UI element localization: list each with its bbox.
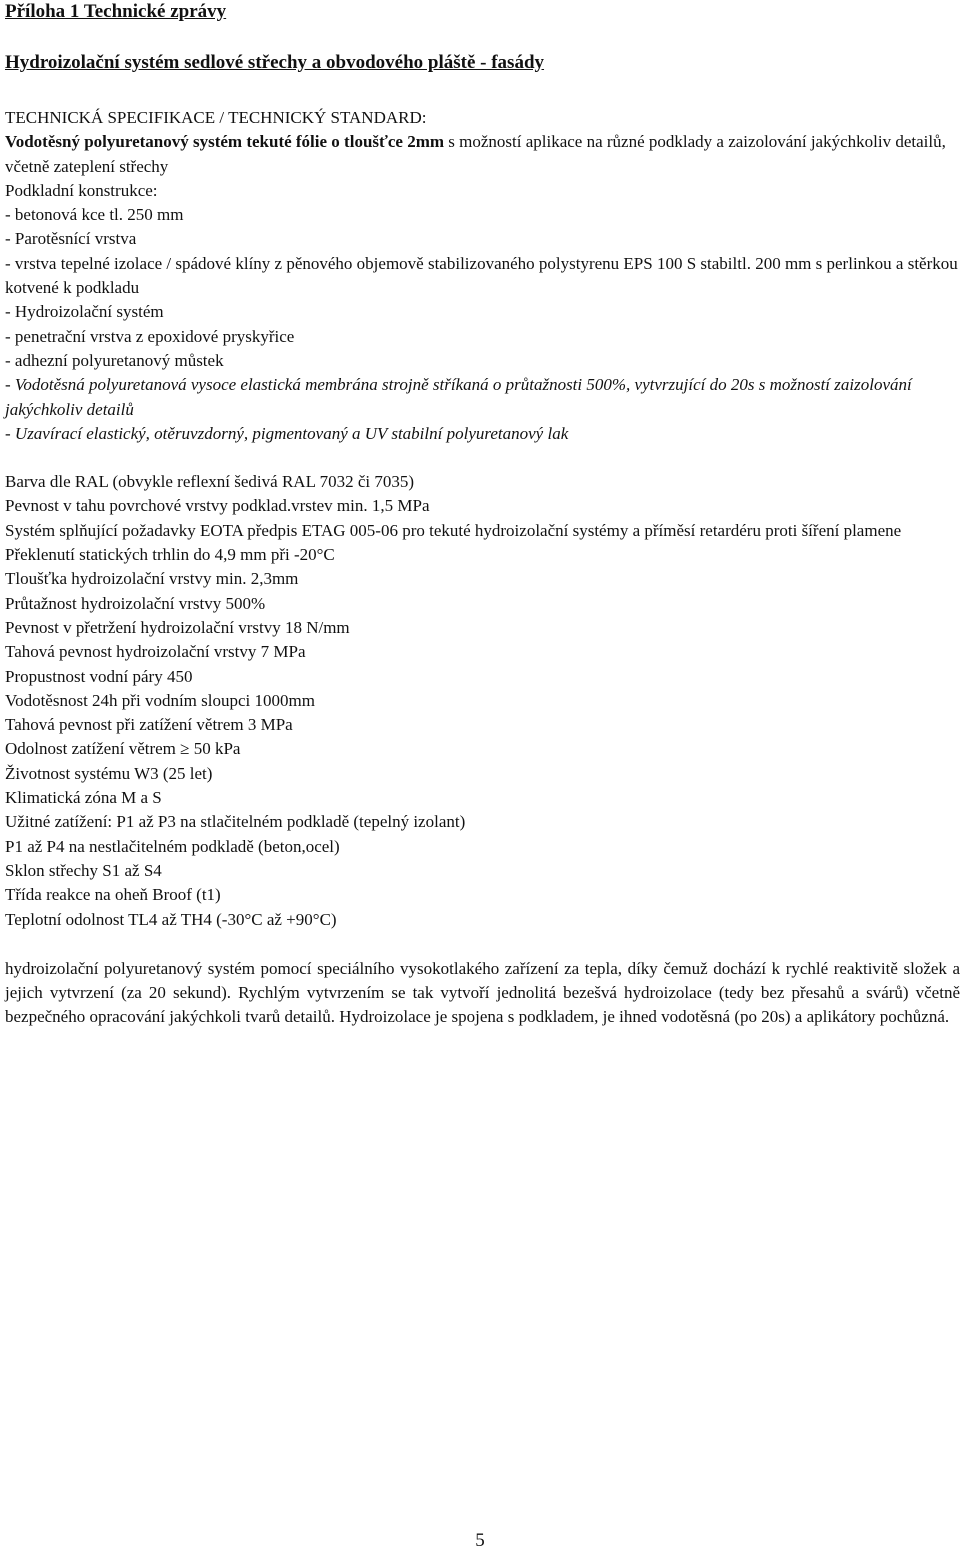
document-subtitle: Hydroizolační systém sedlové střechy a obvodového pláště - fasády <box>5 52 545 73</box>
property-item: Průtažnost hydroizolační vrstvy 500% <box>5 593 266 613</box>
document-page <box>5 0 960 1047</box>
spec-intro-rest: s možností aplikace na různé podklady a zaizolování jakýchkoliv detailů, včetně zateplení střechy <box>5 132 946 176</box>
layer-item: - penetrační vrstva z epoxidové pryskyřice <box>5 326 295 346</box>
spec-intro <box>5 130 960 179</box>
layer-item: - vrstva tepelné izolace / spádové klíny z pěnového objemově stabilizovaného polystyrenu EPS 100 S stabiltl. 200 mm s perlinkou a stěrkou kotvené k podkladu <box>5 253 958 298</box>
layer-item-italic: - Vodotěsná polyuretanová vysoce elastická membrána strojně stříkaná o průtažnosti 500%, vytvrzující do 20s s možností zaizolování jakýchkoliv detailů <box>5 375 912 419</box>
property-item: Tahová pevnost hydroizolační vrstvy 7 MPa <box>5 642 306 662</box>
property-item: Propustnost vodní páry 450 <box>5 666 193 686</box>
layer-item: - Parotěsnící vrstva <box>5 229 137 249</box>
property-item: Barva dle RAL (obvykle reflexní šedivá RAL 7032 či 7035) <box>5 472 414 492</box>
layer-item-italic: - Uzavírací elastický, otěruvzdorný, pigmentovaný a UV stabilní polyuretanový lak <box>5 423 569 443</box>
property-item: Užitné zatížení: P1 až P3 na stlačitelném podkladě (tepelný izolant) <box>5 812 466 832</box>
layer-item: - Hydroizolační systém <box>5 302 164 322</box>
system-description: hydroizolační polyuretanový systém pomocí speciálního vysokotlakého zařízení za tepla, díky čemuž dochází k rychlé reaktivitě složek a jejich vytvrzení (za 20 sekund). Rychlým vytvrzením se tak vytvoří jednolitá bezešvá hydroizolace (tedy bez přesahů a svárů) včetně bezpečného opracování jakýchkoli tvarů detailů. Hydroizolace je spojena s podkladem, je ihned vodotěsná (po 20s) a aplikátory pochůzná. <box>5 958 960 1027</box>
property-item: P1 až P4 na nestlačitelném podkladě (beton,ocel) <box>5 836 340 856</box>
property-item: Teplotní odolnost TL4 až TH4 (-30°C až +90°C) <box>5 909 337 929</box>
property-item: Životnost systému W3 (25 let) <box>5 763 213 783</box>
layer-item: - betonová kce tl. 250 mm <box>5 205 184 225</box>
property-item: Vodotěsnost 24h při vodním sloupci 1000mm <box>5 690 315 710</box>
property-item: Pevnost v přetržení hydroizolační vrstvy 18 N/mm <box>5 617 350 637</box>
property-item: Klimatická zóna M a S <box>5 788 162 808</box>
spec-heading: TECHNICKÁ SPECIFIKACE / TECHNICKÝ STANDARD: <box>5 108 427 127</box>
layer-item: - adhezní polyuretanový můstek <box>5 350 224 370</box>
substrate-label: Podkladní konstrukce: <box>5 180 158 200</box>
property-item: Odolnost zatížení větrem ≥ 50 kPa <box>5 739 241 759</box>
property-item: Pevnost v tahu povrchové vrstvy podklad.vrstev min. 1,5 MPa <box>5 496 430 516</box>
property-item: Sklon střechy S1 až S4 <box>5 860 162 880</box>
property-item: Tloušťka hydroizolační vrstvy min. 2,3mm <box>5 569 299 589</box>
property-item: Tahová pevnost při zatížení větrem 3 MPa <box>5 715 293 735</box>
spacer <box>5 446 960 470</box>
technical-specification <box>5 106 960 446</box>
property-item: Překlenutí statických trhlin do 4,9 mm při -20°C <box>5 545 335 565</box>
page-number: 5 <box>475 1530 485 1551</box>
property-item: Třída reakce na oheň Broof (t1) <box>5 885 221 905</box>
properties-list <box>5 470 960 932</box>
document-title: Příloha 1 Technické zprávy <box>5 1 227 22</box>
spec-intro-bold: Vodotěsný polyuretanový systém tekuté fólie o tloušťce 2mm <box>5 132 445 152</box>
property-item: Systém splňující požadavky EOTA předpis ETAG 005-06 pro tekuté hydroizolační systémy a příměsí retardéru proti šíření plamene <box>5 520 902 540</box>
